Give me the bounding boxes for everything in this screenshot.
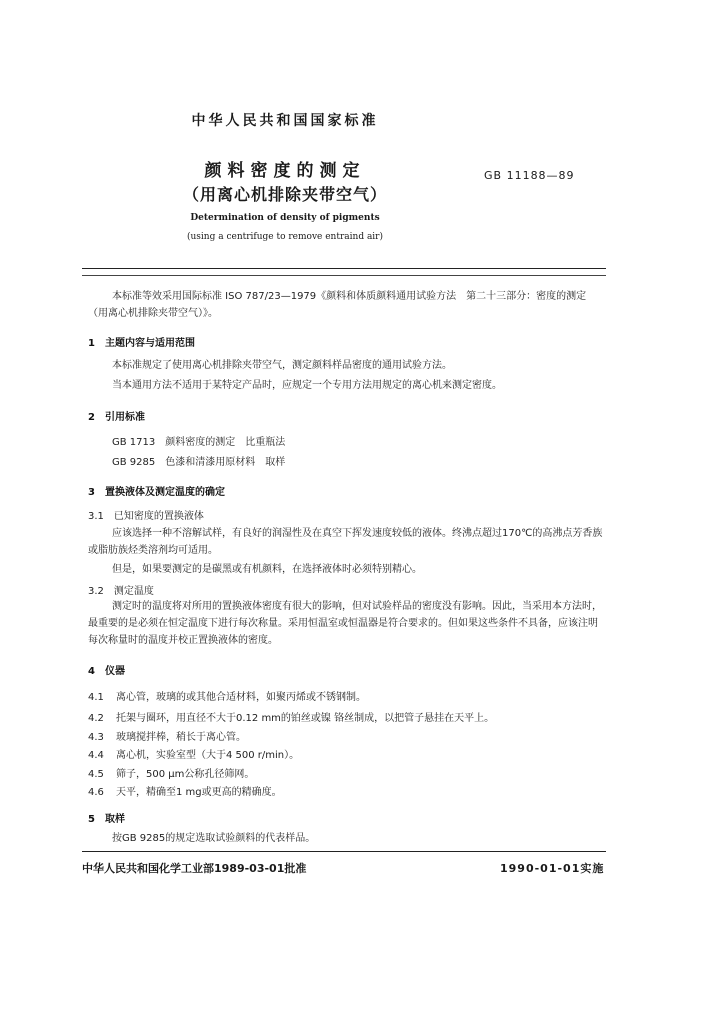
instrument-item (88, 746, 299, 761)
gb-code: GB 11188—89 (484, 169, 575, 182)
subsection-3-2-title: 3.2 测定温度 (88, 586, 154, 597)
item-text: 玻璃搅拌棒，稍长于离心管。 (116, 732, 246, 743)
section-4-heading: 4 仪器 (88, 666, 125, 677)
item-text: 天平，精确至1 mg或更高的精确度。 (116, 787, 282, 798)
item-text: 筛子，500 μm公称孔径筛网。 (116, 769, 255, 780)
item-number: 4.1 (88, 692, 104, 703)
item-number: 4.4 (88, 750, 104, 761)
item-text: 离心机，实验室型（大于4 500 r/min）。 (116, 750, 300, 761)
reference-item: GB 1713 颜料密度的测定 比重瓶法 (112, 437, 286, 448)
item-number: 4.3 (88, 732, 104, 743)
section-5-paragraph: 按GB 9285的规定选取试验颜料的代表样品。 (112, 833, 316, 844)
item-number: 4.5 (88, 769, 104, 780)
instrument-item (88, 709, 494, 724)
section-1-heading: 1 主题内容与适用范围 (88, 338, 195, 349)
instrument-item (88, 783, 282, 798)
item-number: 4.6 (88, 787, 104, 798)
item-text: 托架与圈环，用直径不大于0.12 mm的铂丝或镍 铬丝制成，以把管子悬挂在天平上。 (116, 713, 495, 724)
subsection-3-1-title: 3.1 已知密度的置换液体 (88, 511, 204, 522)
subsection-3-1-paragraph-2: 但是，如果要测定的是碳黑或有机颜料，在选择液体时必须特别精心。 (112, 564, 422, 575)
item-text: 离心管，玻璃的或其他合适材料，如聚丙烯或不锈钢制。 (116, 692, 366, 703)
header-divider (82, 268, 606, 269)
subtitle-english: (using a centrifuge to remove entraind air) (187, 232, 383, 242)
approval-issuer: 中华人民共和国化学工业部1989-03-01批准 (82, 862, 307, 875)
intro-paragraph: 本标准等效采用国际标准 ISO 787/23—1979《颜料和体质颜料通用试验方法 第二十三部分：密度的测定（用离心机排除夹带空气）》。 (88, 291, 587, 319)
section-3-heading: 3 置换液体及测定温度的确定 (88, 487, 225, 498)
header-divider-thin (82, 275, 606, 276)
subsection-3-2-paragraph: 测定时的温度将对所用的置换液体密度有很大的影响，但对试验样品的密度没有影响。因此，当采用本方法时，最重要的是必须在恒定温度下进行每次称量。采用恒温室或恒温器是符合要求的。但如果这些条件不具备，应该注明每次称量时的温度并校正置换液体的密度。 (88, 601, 602, 646)
reference-item: GB 9285 色漆和清漆用原材料 取样 (112, 457, 286, 468)
section-1-paragraph-2: 当本通用方法不适用于某特定产品时，应规定一个专用方法用规定的离心机来测定密度。 (112, 380, 502, 391)
instrument-item (88, 688, 366, 703)
item-number: 4.2 (88, 713, 104, 724)
instrument-item (88, 765, 254, 780)
subsection-3-1-paragraph-1: 应该选择一种不溶解试样，有良好的润湿性及在真空下挥发速度较低的液体。终沸点超过170℃的高沸点芳香族或脂肪族烃类溶剂均可适用。 (88, 528, 603, 556)
section-5-heading: 5 取样 (88, 814, 125, 825)
section-2-heading: 2 引用标准 (88, 412, 145, 423)
title-english: Determination of density of pigments (190, 213, 380, 223)
instrument-item (88, 728, 246, 743)
effective-date: 1990-01-01实施 (500, 862, 605, 875)
subtitle-chinese: （用离心机排除夹带空气） (182, 185, 387, 204)
section-1-paragraph-1: 本标准规定了使用离心机排除夹带空气，测定颜料样品密度的通用试验方法。 (112, 360, 452, 371)
standard-label: 中华人民共和国国家标准 (191, 113, 379, 129)
footer-divider (82, 851, 606, 852)
title-chinese: 颜料密度的测定 (204, 161, 366, 181)
